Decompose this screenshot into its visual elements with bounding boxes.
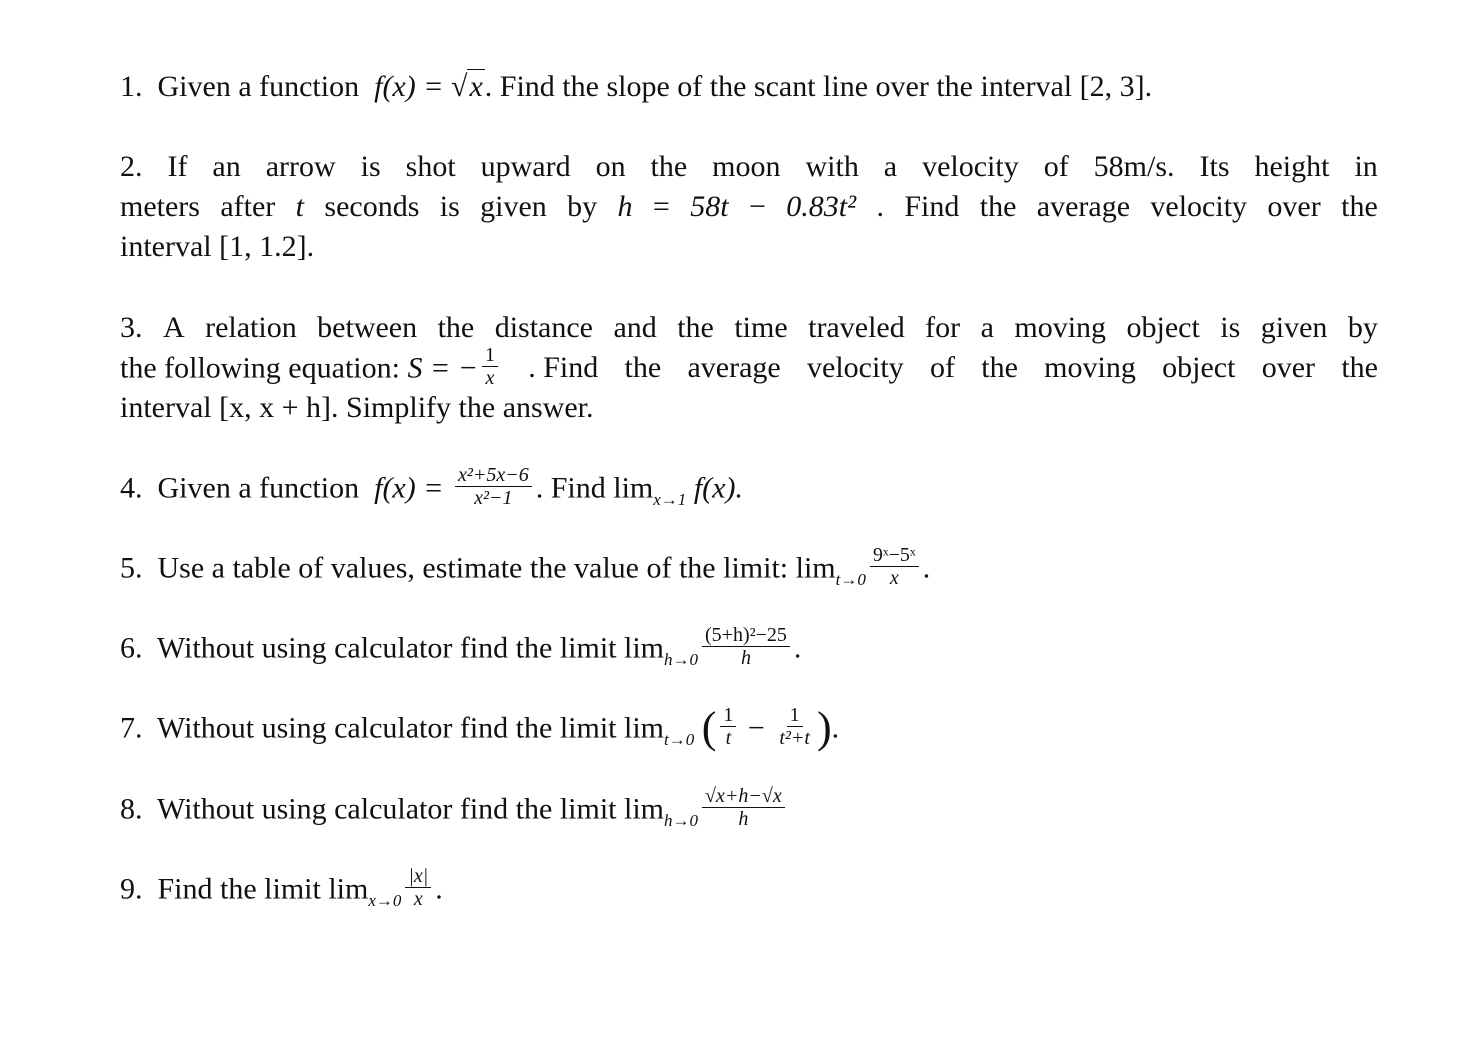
word: A bbox=[162, 311, 185, 344]
word: average bbox=[687, 351, 781, 384]
problem-line: interval [x, x + h]. Simplify the answer. bbox=[120, 391, 594, 424]
problem-number: 1. bbox=[120, 70, 143, 103]
word: velocity bbox=[807, 351, 904, 384]
word: the bbox=[650, 150, 688, 183]
word: an bbox=[212, 150, 241, 183]
problem-line bbox=[120, 344, 1378, 389]
word: given bbox=[480, 190, 547, 223]
problem-text: . bbox=[793, 631, 802, 665]
problem-line bbox=[120, 308, 1378, 348]
word: with bbox=[805, 150, 859, 183]
fraction bbox=[702, 785, 785, 830]
word: distance bbox=[494, 311, 593, 344]
right-paren: ) bbox=[816, 702, 832, 752]
word: relation bbox=[205, 311, 297, 344]
word: . bbox=[876, 190, 884, 223]
word: of bbox=[929, 351, 955, 384]
problem-text: the following equation: bbox=[120, 351, 400, 385]
problem-text: Given a function bbox=[157, 70, 360, 103]
denominator: h bbox=[740, 647, 751, 669]
problem-text: . bbox=[831, 711, 840, 745]
word: on bbox=[595, 150, 626, 183]
word: t bbox=[295, 190, 305, 223]
word: 58m/s. bbox=[1093, 150, 1175, 183]
limit-subscript: h→0 bbox=[664, 811, 699, 831]
word: velocity bbox=[1150, 190, 1248, 223]
word: between bbox=[317, 311, 418, 344]
word: the bbox=[1341, 351, 1378, 384]
problem-number: 3. bbox=[120, 311, 143, 344]
word: = bbox=[652, 190, 670, 223]
word: after bbox=[220, 190, 276, 223]
denominator: h bbox=[738, 808, 749, 830]
problem-2 bbox=[120, 147, 1378, 267]
limit-subscript: t→0 bbox=[835, 570, 866, 590]
word: by bbox=[1347, 311, 1378, 344]
word: average bbox=[1036, 190, 1131, 223]
word: traveled bbox=[808, 311, 905, 344]
function-expression: f(x) = bbox=[374, 471, 451, 505]
fraction bbox=[702, 624, 790, 669]
problem-number: 4. bbox=[120, 471, 143, 505]
equation: S = − bbox=[407, 351, 478, 385]
word: time bbox=[734, 311, 788, 344]
problem-5 bbox=[120, 544, 1378, 590]
word: If bbox=[167, 150, 188, 183]
word: − bbox=[748, 190, 766, 223]
problem-line bbox=[120, 147, 1378, 187]
fraction bbox=[776, 704, 813, 749]
word: moving bbox=[1044, 351, 1136, 384]
problem-number: 9. bbox=[120, 872, 143, 906]
problem-number: 2. bbox=[120, 150, 143, 183]
problem-number: 5. bbox=[120, 551, 143, 585]
word: Its bbox=[1199, 150, 1230, 183]
problem-6 bbox=[120, 624, 1378, 670]
function-expression: f(x) = bbox=[374, 70, 451, 103]
word: the bbox=[437, 311, 475, 344]
word: for bbox=[925, 311, 961, 344]
limit-subscript: t→0 bbox=[664, 730, 695, 750]
word: . Find bbox=[528, 351, 599, 384]
numerator: |x| bbox=[405, 865, 431, 888]
word: the bbox=[1341, 190, 1378, 223]
problem-number: 8. bbox=[120, 792, 143, 826]
word: a bbox=[980, 311, 994, 344]
numerator: 1 bbox=[787, 704, 803, 727]
problem-text: Without using calculator find the limit lim bbox=[156, 711, 665, 745]
word: 0.83t² bbox=[786, 190, 857, 223]
word: moving bbox=[1014, 311, 1107, 344]
word: upward bbox=[480, 150, 571, 183]
word: in bbox=[1354, 150, 1378, 183]
problem-text: . bbox=[435, 872, 443, 906]
radical-sign: √ bbox=[450, 70, 468, 103]
numerator: √x+h−√x bbox=[702, 785, 785, 808]
radicand: x bbox=[469, 70, 483, 103]
line-start bbox=[120, 344, 502, 389]
problem-text: Without using calculator find the limit lim bbox=[156, 792, 665, 826]
numerator: 1 bbox=[482, 344, 498, 367]
problem-line: interval [1, 1.2]. bbox=[120, 230, 315, 263]
word: meters bbox=[120, 190, 200, 223]
denominator: x bbox=[485, 367, 495, 389]
problem-1 bbox=[120, 67, 1378, 107]
limit-subscript: x→1 bbox=[653, 490, 687, 510]
problem-number: 6. bbox=[120, 631, 143, 665]
word: h bbox=[617, 190, 633, 223]
word: 58t bbox=[690, 190, 729, 223]
word: Find bbox=[904, 190, 960, 223]
word: moon bbox=[712, 150, 781, 183]
problem-text: Without using calculator find the limit lim bbox=[156, 631, 665, 665]
fraction bbox=[870, 544, 919, 589]
fraction bbox=[720, 704, 736, 749]
numerator: 1 bbox=[720, 704, 736, 727]
fraction bbox=[455, 464, 532, 509]
fraction bbox=[482, 344, 498, 389]
word: the bbox=[677, 311, 714, 344]
minus-sign: − bbox=[747, 711, 765, 745]
word: arrow bbox=[265, 150, 336, 183]
problem-text: . Find lim bbox=[535, 471, 654, 505]
problem-text: Find the limit lim bbox=[157, 872, 369, 906]
numerator: 9ˣ−5ˣ bbox=[870, 544, 919, 567]
word: over bbox=[1267, 190, 1321, 223]
numerator: (5+h)²−25 bbox=[702, 624, 790, 647]
denominator: x bbox=[889, 567, 899, 589]
word: the bbox=[981, 351, 1018, 384]
problem-text: Use a table of values, estimate the value of the limit: lim bbox=[157, 551, 836, 585]
problem-line bbox=[120, 187, 1378, 227]
denominator: x bbox=[413, 888, 423, 910]
word: over bbox=[1261, 351, 1316, 384]
word: the bbox=[624, 351, 662, 384]
denominator: x²−1 bbox=[474, 487, 513, 509]
word: by bbox=[567, 190, 598, 223]
problem-text: . Find the slope of the scant line over the interval [2, 3]. bbox=[484, 70, 1153, 103]
numerator: x²+5x−6 bbox=[455, 464, 532, 487]
problem-text: f(x). bbox=[686, 471, 743, 505]
word: shot bbox=[405, 150, 456, 183]
word: seconds bbox=[324, 190, 420, 223]
problem-text: . bbox=[922, 551, 931, 585]
problem-text: Given a function bbox=[157, 471, 360, 505]
limit-subscript: x→0 bbox=[368, 891, 402, 911]
word: is bbox=[1220, 311, 1241, 344]
word: is bbox=[439, 190, 460, 223]
limit-subscript: h→0 bbox=[664, 650, 699, 670]
left-paren: ( bbox=[701, 702, 717, 752]
word: is bbox=[360, 150, 381, 183]
word: object bbox=[1126, 311, 1200, 344]
word: object bbox=[1162, 351, 1236, 384]
word: height bbox=[1254, 150, 1330, 183]
problem-4 bbox=[120, 464, 1378, 510]
word: of bbox=[1043, 150, 1069, 183]
problem-9 bbox=[120, 865, 1378, 911]
fraction bbox=[405, 865, 431, 910]
word: given bbox=[1260, 311, 1328, 344]
word: velocity bbox=[922, 150, 1019, 183]
word: the bbox=[979, 190, 1017, 223]
problem-8 bbox=[120, 785, 1378, 831]
problem-7 bbox=[120, 702, 1378, 752]
denominator: t²+t bbox=[779, 727, 810, 749]
problem-3 bbox=[120, 308, 1378, 428]
denominator: t bbox=[725, 727, 732, 749]
word: a bbox=[883, 150, 898, 183]
problem-number: 7. bbox=[120, 711, 143, 745]
square-root bbox=[451, 67, 485, 107]
word: and bbox=[613, 311, 657, 344]
